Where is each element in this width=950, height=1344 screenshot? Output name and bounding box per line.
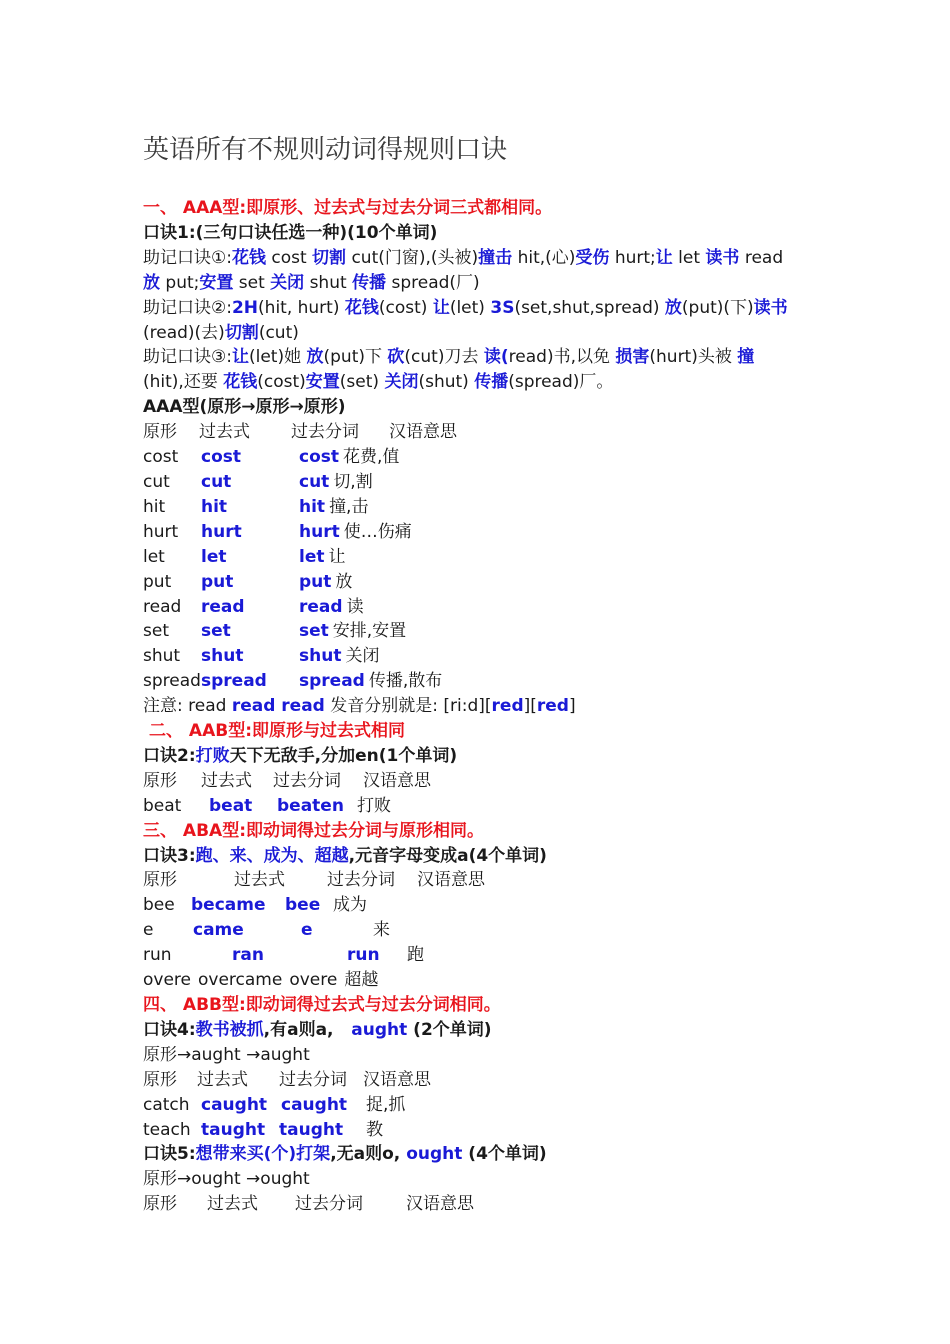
text: (set,shut,spread) <box>514 297 665 318</box>
header-cell: 原形 <box>143 1194 177 1215</box>
cell-past: let <box>201 546 227 567</box>
header-cell: 过去分词 <box>279 1069 347 1090</box>
text: 发音分别就是: [ri:d][ <box>324 696 492 717</box>
keyword: 打败 <box>195 745 230 766</box>
table-row <box>143 570 843 595</box>
keyword: 放 <box>306 347 324 368</box>
cell-meaning: 跑 <box>407 945 424 966</box>
text: cost <box>265 247 313 268</box>
text: 助记口诀②: <box>143 297 232 318</box>
table-header <box>143 1192 843 1217</box>
cell-base: set <box>143 621 169 642</box>
header-cell: 过去分词 <box>295 1194 363 1215</box>
keyword: 跑、来、成为、超越 <box>195 845 349 866</box>
cell-base: let <box>143 546 165 567</box>
table-row <box>143 545 843 570</box>
cell-base: teach <box>143 1119 191 1140</box>
cell-base: put <box>143 571 172 592</box>
header-cell: 过去分词 <box>291 422 359 443</box>
header-cell: 汉语意思 <box>406 1194 474 1215</box>
table-header <box>143 868 843 893</box>
cell-past: taught <box>201 1119 266 1140</box>
section-3-heading: 三、 ABA型:即动词得过去分词与原形相同。 <box>143 820 484 841</box>
keyword: 传播 <box>474 372 509 393</box>
header-cell: 汉语意思 <box>363 770 431 791</box>
cell-past: put <box>201 571 234 592</box>
cell-participle: put <box>299 571 332 592</box>
header-cell: 原形 <box>143 1069 177 1090</box>
cell-participle: read <box>299 596 343 617</box>
ought-pattern: 原形→ought →ought <box>143 1169 310 1190</box>
cell-past: ran <box>232 945 264 966</box>
cell-past: shut <box>201 646 244 667</box>
text: ,有a则a, <box>263 1019 352 1040</box>
table-row <box>143 918 843 943</box>
cell-participle: beaten <box>277 795 344 816</box>
cell-participle: spread <box>299 671 365 692</box>
keyword: 读书 <box>753 297 788 318</box>
cell-participle: overe <box>289 970 338 991</box>
text: hurt; <box>609 247 656 268</box>
header-cell: 过去分词 <box>273 770 341 791</box>
cell-meaning: 成为 <box>333 895 367 916</box>
header-cell: 原形 <box>143 770 177 791</box>
text: (put)下 <box>323 347 388 368</box>
text: (shut) <box>418 372 475 393</box>
header-cell: 汉语意思 <box>363 1069 431 1090</box>
header-cell: 过去式 <box>197 1069 248 1090</box>
text: 助记口诀③: <box>143 347 232 368</box>
mnemonic-1-line-2 <box>143 271 843 296</box>
table-row <box>143 470 843 495</box>
keyword: aught <box>351 1019 408 1040</box>
text: (hit),还要 <box>143 372 224 393</box>
keyword: 放 <box>143 272 160 293</box>
table-row <box>143 595 843 620</box>
keyword: 撞击 <box>478 247 513 268</box>
mnemonic-1-title: 口诀1:(三句口诀任选一种)(10个单词) <box>143 222 438 243</box>
text: (spread)厂。 <box>508 372 614 393</box>
text: (cost) <box>378 297 433 318</box>
cell-base: read <box>143 596 182 617</box>
cell-base: e <box>143 920 154 941</box>
table-row <box>143 794 843 819</box>
cell-meaning: 花费,值 <box>343 447 400 468</box>
text: (let) <box>449 297 491 318</box>
text: 口诀4: <box>143 1019 196 1040</box>
cell-participle: shut <box>299 646 342 667</box>
keyword: 读( <box>483 347 509 368</box>
header-cell: 原形 <box>143 422 177 443</box>
text: hit,(心) <box>512 247 576 268</box>
cell-participle: cut <box>299 471 330 492</box>
keyword: 传播 <box>352 272 387 293</box>
cell-participle: run <box>347 945 380 966</box>
mnemonic-2-line-2 <box>143 321 843 346</box>
cell-base: cut <box>143 471 170 492</box>
table-row <box>143 968 843 993</box>
mnemonic-1-line-1 <box>143 246 843 271</box>
aaa-table-title: AAA型(原形→原形→原形) <box>143 397 346 418</box>
cell-meaning: 放 <box>335 571 353 592</box>
keyword: red <box>536 696 569 717</box>
table-row <box>143 669 843 694</box>
header-cell: 过去分词 <box>327 870 395 891</box>
text: (set) <box>339 372 385 393</box>
header-cell: 汉语意思 <box>389 422 457 443</box>
cell-base: beat <box>143 795 182 816</box>
cell-past: became <box>191 895 266 916</box>
header-cell: 汉语意思 <box>417 870 485 891</box>
cell-meaning: 教 <box>366 1119 383 1140</box>
text: set <box>233 272 271 293</box>
text: read)书,以免 <box>508 347 616 368</box>
cell-meaning: 来 <box>373 920 390 941</box>
text: 口诀2: <box>143 745 196 766</box>
cell-past: caught <box>201 1094 268 1115</box>
cell-past: beat <box>209 795 253 816</box>
cell-participle: e <box>301 920 313 941</box>
text: 助记口诀①: <box>143 247 232 268</box>
mnemonic-3-line-2 <box>143 370 843 395</box>
text: 天下无敌手,分加en(1个单词) <box>229 745 458 766</box>
text: ,元音字母变成a(4个单词) <box>348 845 547 866</box>
keyword: 让 <box>655 247 673 268</box>
cell-past: cost <box>201 447 242 468</box>
text: cut(门窗),(头被) <box>346 247 479 268</box>
cell-past: hurt <box>201 521 242 542</box>
mnemonic-5-title <box>143 1142 843 1167</box>
cell-base: spread <box>143 671 201 692</box>
mnemonic-4-title <box>143 1018 843 1043</box>
aught-pattern: 原形→aught →aught <box>143 1044 310 1065</box>
page-title: 英语所有不规则动词得规则口诀 <box>143 135 508 165</box>
header-cell: 过去式 <box>199 422 250 443</box>
mnemonic-3-title <box>143 844 843 869</box>
table-row <box>143 1118 843 1143</box>
keyword: 砍 <box>387 347 405 368</box>
table-row <box>143 644 843 669</box>
keyword: 3S <box>490 297 515 318</box>
cell-past: came <box>193 920 244 941</box>
text: ][ <box>523 696 537 717</box>
text: (let)她 <box>248 347 307 368</box>
cell-participle: taught <box>279 1119 344 1140</box>
text: 口诀3: <box>143 845 196 866</box>
pronunciation-note <box>143 694 843 719</box>
keyword: 花钱 <box>344 297 379 318</box>
section-1-heading: 一、 AAA型:即原形、过去式与过去分词三式都相同。 <box>143 198 553 218</box>
cell-past: spread <box>201 671 267 692</box>
keyword: read read <box>231 696 325 717</box>
section-2-heading: 二、 AAB型:即原形与过去式相同 <box>149 721 405 742</box>
cell-past: hit <box>201 496 228 517</box>
cell-base: catch <box>143 1094 190 1115</box>
header-cell: 过去式 <box>234 870 285 891</box>
cell-participle: hit <box>299 496 326 517</box>
cell-participle: set <box>299 621 329 642</box>
header-cell: 过去式 <box>207 1194 258 1215</box>
table-row <box>143 893 843 918</box>
cell-meaning: 切,割 <box>333 471 373 492</box>
cell-meaning: 撞,击 <box>329 496 369 517</box>
cell-base: shut <box>143 646 181 667</box>
keyword: 让 <box>231 347 249 368</box>
text: 注意: read <box>143 696 232 717</box>
text: (2个单词) <box>407 1019 492 1040</box>
keyword: 放 <box>664 297 682 318</box>
keyword: 花钱 <box>231 247 266 268</box>
keyword: 读书 <box>705 247 740 268</box>
text: (read)(去) <box>143 322 225 343</box>
cell-meaning: 传播,散布 <box>368 671 443 692</box>
text: 口诀5: <box>143 1144 196 1165</box>
header-cell: 原形 <box>143 870 177 891</box>
header-cell: 过去式 <box>201 770 252 791</box>
cell-base: hurt <box>143 521 179 542</box>
aba-table-body <box>143 893 843 993</box>
keyword: red <box>491 696 524 717</box>
keyword: 2H <box>231 297 259 318</box>
text: shut <box>304 272 353 293</box>
cell-meaning: 打败 <box>357 795 391 816</box>
cell-base: bee <box>143 895 175 916</box>
cell-base: cost <box>143 447 179 468</box>
text: (hurt)头被 <box>649 347 738 368</box>
cell-meaning: 安排,安置 <box>332 621 407 642</box>
keyword: 让 <box>432 297 450 318</box>
cell-past: read <box>201 596 245 617</box>
keyword: 安置 <box>305 372 340 393</box>
keyword: 教书被抓 <box>195 1019 264 1040</box>
keyword: 关闭 <box>384 372 419 393</box>
table-row <box>143 943 843 968</box>
keyword: 撞 <box>737 347 755 368</box>
mnemonic-3-line-1 <box>143 345 843 370</box>
table-row <box>143 1093 843 1118</box>
cell-meaning: 让 <box>328 546 346 567</box>
cell-participle: cost <box>299 447 340 468</box>
keyword: 受伤 <box>575 247 610 268</box>
text: (hit, hurt) <box>258 297 345 318</box>
table-row <box>143 520 843 545</box>
cell-participle: let <box>299 546 325 567</box>
keyword: 关闭 <box>270 272 305 293</box>
text: (cut)刀去 <box>404 347 484 368</box>
keyword: ought <box>406 1144 463 1165</box>
text: (4个单词) <box>462 1144 547 1165</box>
table-row <box>143 445 843 470</box>
text: ,无a则o, <box>330 1144 407 1165</box>
text: let <box>672 247 706 268</box>
cell-meaning: 关闭 <box>345 646 380 667</box>
keyword: 切割 <box>312 247 347 268</box>
text: read <box>739 247 784 268</box>
cell-base: run <box>143 945 172 966</box>
document-page <box>143 130 843 1217</box>
text: (cut) <box>258 322 299 343</box>
text: (put)(下) <box>681 297 754 318</box>
keyword: 切割 <box>224 322 259 343</box>
text: put; <box>160 272 200 293</box>
cell-meaning: 读 <box>346 596 364 617</box>
cell-base: hit <box>143 496 166 517</box>
table-header <box>143 769 843 794</box>
cell-participle: hurt <box>299 521 340 542</box>
cell-past: set <box>201 621 231 642</box>
cell-base: overe <box>143 970 191 991</box>
keyword: 想带来买(个)打架 <box>195 1144 331 1165</box>
mnemonic-2-line-1 <box>143 296 843 321</box>
table-row <box>143 619 843 644</box>
table-header <box>143 1068 843 1093</box>
mnemonic-2-title <box>143 744 843 769</box>
cell-participle: bee <box>285 895 321 916</box>
keyword: 损害 <box>615 347 650 368</box>
cell-meaning: 捉,抓 <box>366 1094 406 1115</box>
text: ] <box>568 696 576 717</box>
keyword: 花钱 <box>223 372 258 393</box>
aaa-table-body <box>143 445 843 694</box>
cell-participle: caught <box>281 1094 348 1115</box>
table-header <box>143 420 843 445</box>
cell-meaning: 超越 <box>344 970 379 991</box>
table-row <box>143 495 843 520</box>
section-4-heading: 四、 ABB型:即动词得过去式与过去分词相同。 <box>143 995 501 1015</box>
text: (cost) <box>257 372 306 393</box>
cell-past: cut <box>201 471 232 492</box>
cell-meaning: 使…伤痛 <box>343 521 412 542</box>
text: spread(厂) <box>386 272 480 293</box>
keyword: 安置 <box>199 272 234 293</box>
cell-past: overcame <box>198 970 283 991</box>
